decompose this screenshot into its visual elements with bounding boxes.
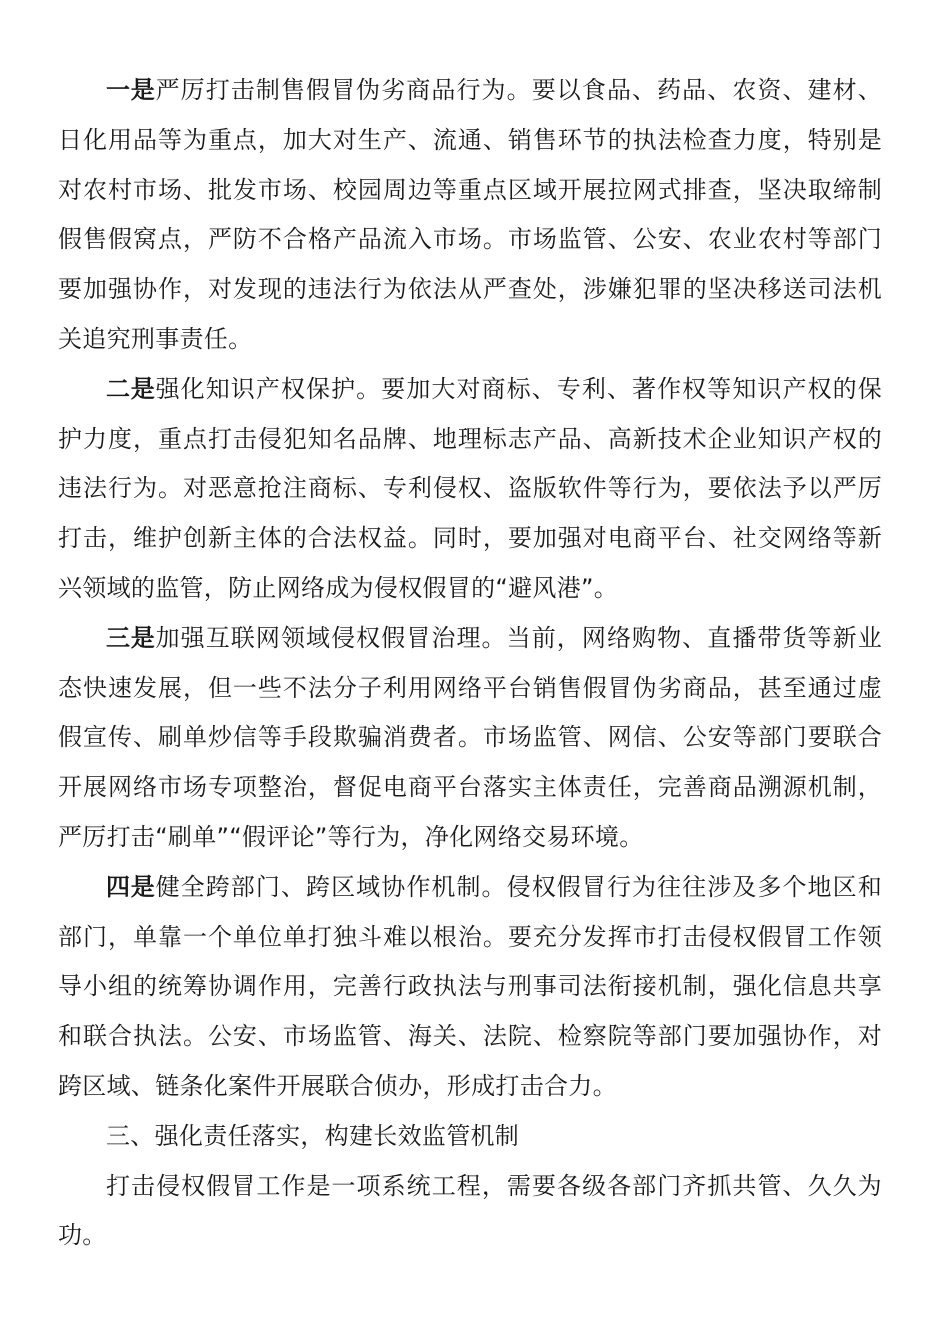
paragraph-lead: 二是 bbox=[106, 374, 156, 403]
paragraph-text: 加强互联网领域侵权假冒治理。当前，网络购物、直播带货等新业态快速发展，但一些不法分子利用网络平台销售假冒伪劣商品，甚至通过虚假宣传、刷单炒信等手段欺骗消费者。市场监管、网信、公安等部门要联合开展网络市场专项整治，督促电商平台落实主体责任，完善商品溯源机制，严厉打击“刷单”“假评论”等行为，净化网络交易环境。 bbox=[58, 623, 883, 851]
section-heading: 三、强化责任落实，构建长效监管机制 bbox=[106, 1121, 520, 1150]
paragraph-text: 健全跨部门、跨区域协作机制。侵权假冒行为往往涉及多个地区和部门，单靠一个单位单打独斗难以根治。要充分发挥市打击侵权假冒工作领导小组的统筹协调作用，完善行政执法与刑事司法衔接机制，强化信息共享和联合执法。公安、市场监管、海关、法院、检察院等部门要加强协作，对跨区域、链条化案件开展联合侦办，形成打击合力。 bbox=[58, 872, 883, 1100]
paragraph-lead: 三是 bbox=[106, 623, 156, 652]
closing-paragraph: 打击侵权假冒工作是一项系统工程，需要各级各部门齐抓共管、久久为功。 bbox=[58, 1171, 882, 1250]
paragraph-2 bbox=[58, 365, 882, 614]
document-page bbox=[58, 66, 882, 1261]
paragraph-1 bbox=[58, 66, 882, 365]
paragraph-3 bbox=[58, 614, 882, 863]
paragraph-text: 强化知识产权保护。要加大对商标、专利、著作权等知识产权的保护力度，重点打击侵犯知名品牌、地理标志产品、高新技术企业知识产权的违法行为。对恶意抢注商标、专利侵权、盗版软件等行为，要依法予以严厉打击，维护创新主体的合法权益。同时，要加强对电商平台、社交网络等新兴领域的监管，防止网络成为侵权假冒的“避风港”。 bbox=[58, 374, 883, 602]
paragraph-4 bbox=[58, 863, 882, 1112]
paragraph-lead: 一是 bbox=[106, 76, 156, 104]
paragraph-text: 严厉打击制售假冒伪劣商品行为。要以食品、药品、农资、建材、日化用品等为重点，加大对生产、流通、销售环节的执法检查力度，特别是对农村市场、批发市场、校园周边等重点区域开展拉网式排查，坚决取缔制假售假窝点，严防不合格产品流入市场。市场监管、公安、农业农村等部门要加强协作，对发现的违法行为依法从严查处，涉嫌犯罪的坚决移送司法机关追究刑事责任。 bbox=[58, 76, 883, 353]
paragraph-lead: 四是 bbox=[106, 872, 156, 901]
